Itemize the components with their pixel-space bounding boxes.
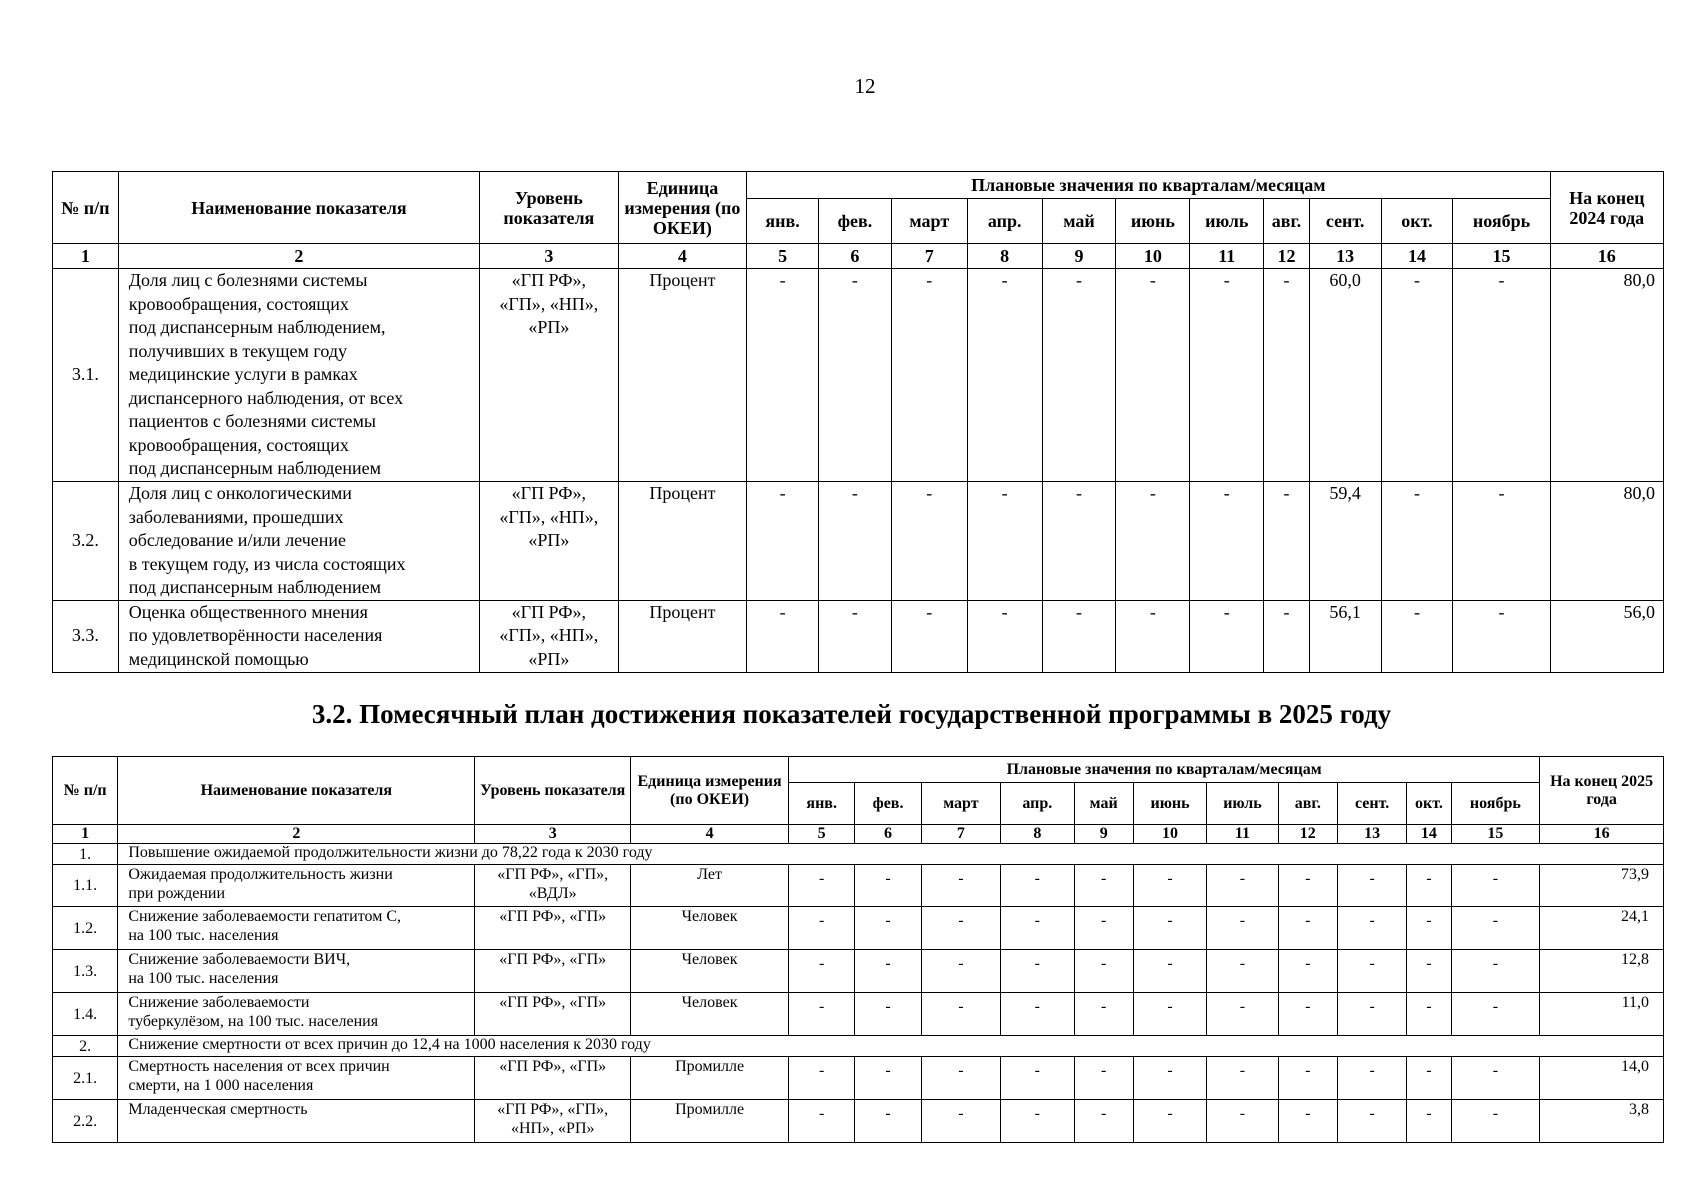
column-number: 1 [53, 244, 119, 269]
header-month: сент. [1309, 199, 1381, 244]
header-month: июнь [1116, 199, 1190, 244]
page-number: 12 [854, 74, 876, 98]
month-value: - [1451, 1057, 1540, 1100]
indicator-name: Оценка общественного мнения по удовлетворённости населения медицинской помощью [118, 600, 479, 672]
header-month: апр. [1001, 783, 1074, 825]
month-value: - [855, 907, 921, 950]
month-value: - [789, 1057, 855, 1100]
column-number: 6 [855, 825, 921, 844]
header-num: № п/п [53, 757, 118, 825]
month-value: - [789, 1100, 855, 1143]
column-number: 15 [1451, 825, 1540, 844]
month-value: - [1190, 600, 1264, 672]
header-month: ноябрь [1453, 199, 1550, 244]
header-month: ноябрь [1451, 783, 1540, 825]
table-row [53, 993, 1664, 1036]
header-month: март [891, 199, 967, 244]
month-value: - [819, 482, 892, 601]
column-number: 7 [891, 244, 967, 269]
month-value: - [921, 950, 1000, 993]
table-row [53, 269, 1664, 482]
month-value: - [1453, 600, 1550, 672]
year-end-value: 80,0 [1550, 269, 1663, 482]
table-row [53, 950, 1664, 993]
month-value: - [855, 1057, 921, 1100]
month-value: - [1264, 482, 1310, 601]
header-month: июль [1207, 783, 1278, 825]
column-number: 10 [1116, 244, 1190, 269]
column-number: 3 [475, 825, 631, 844]
header-month: фев. [819, 199, 892, 244]
month-value: - [1381, 482, 1453, 601]
row-number: 2. [53, 1036, 118, 1057]
month-value: - [1451, 907, 1540, 950]
month-value: - [1116, 269, 1190, 482]
month-value: - [1278, 1100, 1337, 1143]
month-value: - [1381, 269, 1453, 482]
column-number: 8 [967, 244, 1042, 269]
month-value: - [921, 1057, 1000, 1100]
month-value: - [1453, 482, 1550, 601]
plan-table-2024 [52, 171, 1664, 673]
month-value: - [1337, 865, 1406, 907]
indicator-unit: Процент [618, 600, 747, 672]
column-number: 16 [1550, 244, 1663, 269]
month-value: 59,4 [1309, 482, 1381, 601]
month-value: - [1278, 950, 1337, 993]
header-end: На конец 2025 года [1540, 757, 1664, 825]
indicator-name: Доля лиц с онкологическими заболеваниями, прошедших обследование и/или лечение в текущем году, из числа состоящих под диспансерным наблюдением [118, 482, 479, 601]
indicator-name: Снижение заболеваемости гепатитом С, на 100 тыс. населения [118, 907, 475, 950]
header-unit: Единица измерения (по ОКЕИ) [618, 172, 747, 244]
header-month: авг. [1278, 783, 1337, 825]
indicator-unit: Промилле [631, 1100, 789, 1143]
month-value: - [1001, 993, 1074, 1036]
month-value: - [1264, 600, 1310, 672]
month-value: - [1264, 269, 1310, 482]
month-value: - [921, 907, 1000, 950]
column-number: 12 [1278, 825, 1337, 844]
column-number: 9 [1074, 825, 1133, 844]
indicator-unit: Промилле [631, 1057, 789, 1100]
indicator-unit: Человек [631, 907, 789, 950]
indicator-name: Доля лиц с болезнями системы кровообращения, состоящих под диспансерным наблюдением, получивших в текущем году медицинские услуги в рамках диспансерного наблюдения, от всех пациентов с болезнями системы кровообращения, состоящих под диспансерным наблюдением [118, 269, 479, 482]
header-month: авг. [1264, 199, 1310, 244]
month-value: - [1451, 950, 1540, 993]
column-number: 11 [1207, 825, 1278, 844]
month-value: - [819, 269, 892, 482]
header-month: окт. [1381, 199, 1453, 244]
month-value: - [855, 993, 921, 1036]
month-value: - [921, 1100, 1000, 1143]
column-number: 3 [480, 244, 619, 269]
month-value: - [747, 269, 819, 482]
month-value: - [1337, 993, 1406, 1036]
table-row [53, 907, 1664, 950]
month-value: - [921, 865, 1000, 907]
month-value: - [1381, 600, 1453, 672]
month-value: - [1074, 1057, 1133, 1100]
goal-text: Снижение смертности от всех причин до 12,4 на 1000 населения к 2030 году [118, 1036, 1664, 1057]
month-value: - [1074, 993, 1133, 1036]
column-number: 14 [1407, 825, 1451, 844]
month-value: - [1278, 993, 1337, 1036]
header-month: апр. [967, 199, 1042, 244]
month-value: - [1190, 482, 1264, 601]
month-value: - [1207, 1057, 1278, 1100]
year-end-value: 56,0 [1550, 600, 1663, 672]
indicator-unit: Процент [618, 482, 747, 601]
indicator-level: «ГП РФ», «ГП», «НП», «РП» [480, 269, 619, 482]
month-value: - [1001, 865, 1074, 907]
indicator-level: «ГП РФ», «ГП» [475, 950, 631, 993]
row-number: 1.4. [53, 993, 118, 1036]
month-value: - [1407, 865, 1451, 907]
indicator-unit: Процент [618, 269, 747, 482]
column-number: 12 [1264, 244, 1310, 269]
indicator-level: «ГП РФ», «ГП» [475, 907, 631, 950]
row-number: 3.3. [53, 600, 119, 672]
month-value: - [1133, 1057, 1206, 1100]
month-value: - [891, 600, 967, 672]
month-value: - [855, 865, 921, 907]
month-value: - [1278, 1057, 1337, 1100]
month-value: - [789, 993, 855, 1036]
month-value: - [1337, 950, 1406, 993]
column-number: 5 [747, 244, 819, 269]
table-row [53, 1057, 1664, 1100]
year-end-value: 80,0 [1550, 482, 1663, 601]
row-number: 1.1. [53, 865, 118, 907]
row-number: 1.2. [53, 907, 118, 950]
year-end-value: 24,1 [1540, 907, 1664, 950]
header-month: март [921, 783, 1000, 825]
column-number: 5 [789, 825, 855, 844]
month-value: - [855, 950, 921, 993]
month-value: - [855, 1100, 921, 1143]
month-value: - [1207, 865, 1278, 907]
header-month: июнь [1133, 783, 1206, 825]
column-number: 2 [118, 825, 475, 844]
month-value: - [1451, 1100, 1540, 1143]
month-value: - [789, 950, 855, 993]
month-value: - [789, 865, 855, 907]
month-value: 60,0 [1309, 269, 1381, 482]
table-row [53, 482, 1664, 601]
month-value: - [1042, 600, 1116, 672]
month-value: - [967, 600, 1042, 672]
column-number: 8 [1001, 825, 1074, 844]
month-value: - [1133, 1100, 1206, 1143]
indicator-level: «ГП РФ», «ГП» [475, 1057, 631, 1100]
column-number: 16 [1540, 825, 1664, 844]
month-value: - [1407, 907, 1451, 950]
month-value: - [921, 993, 1000, 1036]
column-number: 1 [53, 825, 118, 844]
month-value: - [1278, 865, 1337, 907]
month-value: - [1207, 993, 1278, 1036]
month-value: - [967, 482, 1042, 601]
header-level: Уровень показателя [480, 172, 619, 244]
month-value: - [1042, 482, 1116, 601]
month-value: - [1116, 482, 1190, 601]
plan-table-2025 [52, 756, 1664, 1143]
month-value: - [1337, 1057, 1406, 1100]
month-value: - [1001, 950, 1074, 993]
header-month: фев. [855, 783, 921, 825]
month-value: - [1337, 1100, 1406, 1143]
header-month: окт. [1407, 783, 1451, 825]
month-value: - [1207, 950, 1278, 993]
column-number: 9 [1042, 244, 1116, 269]
indicator-unit: Человек [631, 950, 789, 993]
month-value: - [1074, 907, 1133, 950]
month-value: - [1207, 907, 1278, 950]
month-value: - [1001, 1057, 1074, 1100]
month-value: - [1190, 269, 1264, 482]
row-number: 2.2. [53, 1100, 118, 1143]
month-value: - [1337, 907, 1406, 950]
table-row [53, 1100, 1664, 1143]
month-value: - [1278, 907, 1337, 950]
table-row [53, 865, 1664, 907]
column-number: 6 [819, 244, 892, 269]
section-title: 3.2. Помесячный план достижения показателей государственной программы в 2025 году [311, 699, 1392, 729]
month-value: - [1001, 907, 1074, 950]
column-number: 2 [118, 244, 479, 269]
indicator-name: Смертность населения от всех причин смерти, на 1 000 населения [118, 1057, 475, 1100]
column-number: 4 [618, 244, 747, 269]
table-row [53, 600, 1664, 672]
year-end-value: 12,8 [1540, 950, 1664, 993]
header-plan-group: Плановые значения по кварталам/месяцам [789, 757, 1540, 783]
column-number: 11 [1190, 244, 1264, 269]
header-name: Наименование показателя [118, 757, 475, 825]
month-value: - [1453, 269, 1550, 482]
year-end-value: 3,8 [1540, 1100, 1664, 1143]
column-number: 15 [1453, 244, 1550, 269]
header-end: На конец 2024 года [1550, 172, 1663, 244]
month-value: - [1074, 1100, 1133, 1143]
month-value: - [789, 907, 855, 950]
month-value: - [1042, 269, 1116, 482]
month-value: - [1407, 993, 1451, 1036]
month-value: 56,1 [1309, 600, 1381, 672]
month-value: - [1133, 865, 1206, 907]
year-end-value: 14,0 [1540, 1057, 1664, 1100]
indicator-unit: Лет [631, 865, 789, 907]
goal-text: Повышение ожидаемой продолжительности жизни до 78,22 года к 2030 году [118, 844, 1664, 865]
column-number: 10 [1133, 825, 1206, 844]
header-month: сент. [1337, 783, 1406, 825]
goal-row [53, 844, 1664, 865]
row-number: 3.1. [53, 269, 119, 482]
month-value: - [1001, 1100, 1074, 1143]
month-value: - [1133, 907, 1206, 950]
column-number: 4 [631, 825, 789, 844]
header-level: Уровень показателя [475, 757, 631, 825]
indicator-name: Снижение заболеваемости ВИЧ, на 100 тыс. населения [118, 950, 475, 993]
header-unit: Единица измерения (по ОКЕИ) [631, 757, 789, 825]
month-value: - [819, 600, 892, 672]
column-number: 13 [1337, 825, 1406, 844]
month-value: - [1133, 993, 1206, 1036]
indicator-level: «ГП РФ», «ГП», «НП», «РП» [475, 1100, 631, 1143]
column-number: 13 [1309, 244, 1381, 269]
column-number: 7 [921, 825, 1000, 844]
indicator-level: «ГП РФ», «ГП», «ВДЛ» [475, 865, 631, 907]
month-value: - [1451, 865, 1540, 907]
month-value: - [891, 269, 967, 482]
header-name: Наименование показателя [118, 172, 479, 244]
header-month: июль [1190, 199, 1264, 244]
row-number: 1. [53, 844, 118, 865]
header-month: май [1074, 783, 1133, 825]
month-value: - [747, 482, 819, 601]
month-value: - [1207, 1100, 1278, 1143]
indicator-level: «ГП РФ», «ГП», «НП», «РП» [480, 482, 619, 601]
indicator-level: «ГП РФ», «ГП», «НП», «РП» [480, 600, 619, 672]
month-value: - [967, 269, 1042, 482]
header-month: май [1042, 199, 1116, 244]
header-month: янв. [789, 783, 855, 825]
row-number: 3.2. [53, 482, 119, 601]
goal-row [53, 1036, 1664, 1057]
month-value: - [1133, 950, 1206, 993]
column-number: 14 [1381, 244, 1453, 269]
indicator-name: Ожидаемая продолжительность жизни при рождении [118, 865, 475, 907]
header-plan-group: Плановые значения по кварталам/месяцам [747, 172, 1550, 199]
month-value: - [1407, 1057, 1451, 1100]
month-value: - [891, 482, 967, 601]
month-value: - [1407, 950, 1451, 993]
indicator-level: «ГП РФ», «ГП» [475, 993, 631, 1036]
year-end-value: 11,0 [1540, 993, 1664, 1036]
row-number: 1.3. [53, 950, 118, 993]
year-end-value: 73,9 [1540, 865, 1664, 907]
month-value: - [1116, 600, 1190, 672]
month-value: - [1074, 865, 1133, 907]
header-month: янв. [747, 199, 819, 244]
month-value: - [1451, 993, 1540, 1036]
month-value: - [1074, 950, 1133, 993]
indicator-name: Младенческая смертность [118, 1100, 475, 1143]
month-value: - [1407, 1100, 1451, 1143]
indicator-name: Снижение заболеваемости туберкулёзом, на 100 тыс. населения [118, 993, 475, 1036]
header-num: № п/п [53, 172, 119, 244]
row-number: 2.1. [53, 1057, 118, 1100]
indicator-unit: Человек [631, 993, 789, 1036]
month-value: - [747, 600, 819, 672]
